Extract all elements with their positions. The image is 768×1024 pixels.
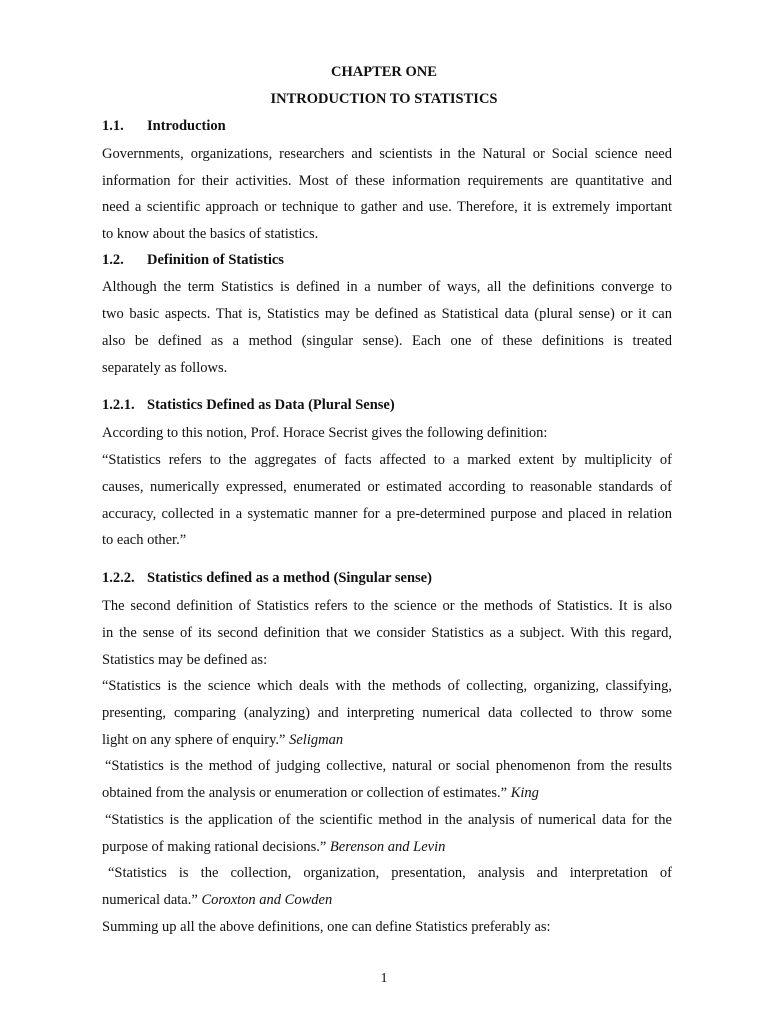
paragraph-line: in the sense of its second definition that we consider Statistics as a subject. With this regard, [102, 625, 672, 641]
quote-line [102, 784, 672, 802]
quote-line: “Statistics is the method of judging collective, natural or social phenomenon from the results [105, 758, 672, 774]
quote-line [102, 731, 672, 749]
paragraph-line: Statistics may be defined as: [102, 652, 268, 668]
quote-line: “Statistics refers to the aggregates of facts affected to a marked extent by multiplicity of [102, 452, 672, 468]
quote-line: “Statistics is the science which deals with the methods of collecting, organizing, classifying, [102, 678, 672, 694]
quote-author: Coroxton and Cowden [201, 892, 333, 908]
summary-line: Summing up all the above definitions, one can define Statistics preferably as: [102, 919, 551, 935]
paragraph-line: Governments, organizations, researchers and scientists in the Natural or Social science need [102, 146, 672, 162]
quote-line [102, 838, 672, 856]
chapter-label: CHAPTER ONE [331, 64, 437, 80]
section-heading-1-2 [102, 252, 284, 269]
section-heading-1-2-1 [102, 397, 395, 414]
quote-text: light on any sphere of enquiry.” [102, 732, 286, 748]
quote-line [102, 891, 672, 909]
quote-line: causes, numerically expressed, enumerated or estimated according to reasonable standards of [102, 479, 672, 495]
quote-line: presenting, comparing (analyzing) and interpreting numerical data collected to throw some [102, 705, 672, 721]
section-heading-1-2-2 [102, 570, 432, 587]
quote-line: to each other.” [102, 532, 187, 548]
quote-author: Seligman [289, 732, 344, 748]
paragraph-line: also be defined as a method (singular sense). Each one of these definitions is treated [102, 333, 672, 349]
section-number: 1.2.1. [102, 397, 135, 413]
section-heading-1-1 [102, 118, 226, 135]
section-number: 1.2.2. [102, 570, 135, 586]
paragraph-line: need a scientific approach or technique to gather and use. Therefore, it is extremely important [102, 199, 672, 215]
paragraph-line: The second definition of Statistics refers to the science or the methods of Statistics. It is also [102, 598, 672, 614]
section-title: Definition of Statistics [147, 252, 284, 268]
paragraph-line: to know about the basics of statistics. [102, 226, 319, 242]
quote-text: purpose of making rational decisions.” [102, 839, 327, 855]
quote-author: King [510, 785, 539, 801]
section-number: 1.1. [102, 118, 124, 134]
quote-line: “Statistics is the application of the scientific method in the analysis of numerical data for the [105, 812, 672, 828]
paragraph-line: According to this notion, Prof. Horace Secrist gives the following definition: [102, 425, 548, 441]
quote-author: Berenson and Levin [329, 839, 446, 855]
paragraph-line: two basic aspects. That is, Statistics may be defined as Statistical data (plural sense) or it can [102, 306, 672, 322]
quote-line: “Statistics is the collection, organization, presentation, analysis and interpretation of [108, 865, 672, 881]
section-title: Statistics Defined as Data (Plural Sense) [147, 397, 395, 413]
section-title: Statistics defined as a method (Singular sense) [147, 570, 432, 586]
paragraph-line: separately as follows. [102, 360, 228, 376]
quote-line: accuracy, collected in a systematic manner for a pre-determined purpose and placed in relation [102, 506, 672, 522]
paragraph-line: information for their activities. Most of these information requirements are quantitative and [102, 173, 672, 189]
quote-text: numerical data.” [102, 892, 198, 908]
section-title: Introduction [147, 118, 226, 134]
quote-text: obtained from the analysis or enumeration or collection of estimates.” [102, 785, 508, 801]
page-number: 1 [380, 971, 388, 986]
chapter-title: INTRODUCTION TO STATISTICS [270, 91, 498, 107]
section-number: 1.2. [102, 252, 124, 268]
paragraph-line: Although the term Statistics is defined in a number of ways, all the definitions converge to [102, 279, 672, 295]
